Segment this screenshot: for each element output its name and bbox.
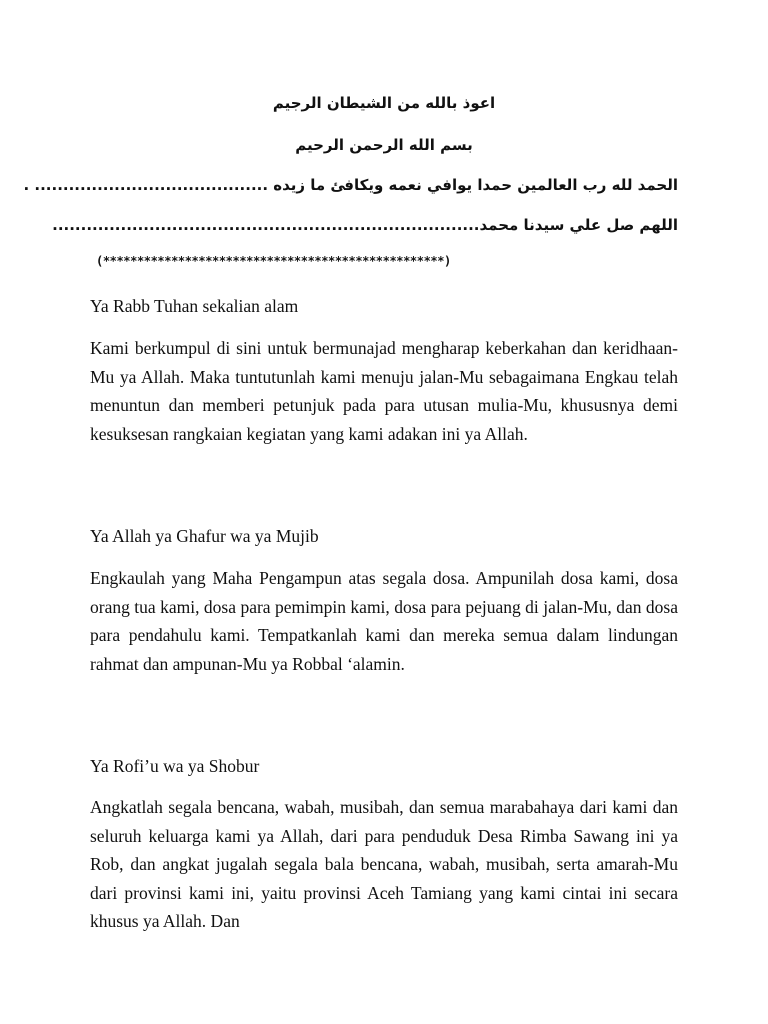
basmalah-line: بسم الله الرحمن الرحيم: [295, 136, 473, 154]
section-1-body: Kami berkumpul di sini untuk bermunajad mengharap keberkahan dan keridhaan-Mu ya Allah. Maka tuntutunlah kami menuju jalan-Mu sebagaimana Engkau telah menuntun dan memberi petunjuk pada para utusan mulia-Mu, khususnya demi kesuksesan rangkaian kegiatan yang kami adakan ini ya Allah.: [90, 338, 678, 444]
section-2-heading: Ya Allah ya Ghafur wa ya Mujib: [90, 526, 319, 546]
shalawat-line: اللهم صل علي سيدنا محمد...........................................................................: [52, 216, 678, 234]
hamdalah-line: الحمد لله رب العالمين حمدا يوافي نعمه ويكافئ ما زيده ......................................... .: [23, 176, 678, 194]
section-1-heading: Ya Rabb Tuhan sekalian alam: [90, 296, 299, 316]
taawudz-line: اعوذ بالله من الشيطان الرجيم: [272, 94, 496, 112]
section-2-body: Engkaulah yang Maha Pengampun atas segala dosa. Ampunilah dosa kami, dosa orang tua kami, dosa para pemimpin kami, dosa para pejuang di jalan-Mu, dan dosa para pendahulu kami. Tempatkanlah kami dan mereka semua dalam lindungan rahmat dan ampunan-Mu ya Robbal ‘alamin.: [90, 568, 678, 674]
section-3-body: Angkatlah segala bencana, wabah, musibah, dan semua marabahaya dari kami dan seluruh keluarga kami ya Allah, dari para penduduk Desa Rimba Sawang ini ya Rob, dan angkat jugalah segala bala bencana, wabah, musibah, serta amarah-Mu dari provinsi kami ini, yaitu provinsi Aceh Tamiang yang kami cintai ini secara khusus ya Allah. Dan: [90, 797, 678, 931]
section-3-heading: Ya Rofi’u wa ya Shobur: [90, 756, 260, 776]
separator-line: (**************************************************): [96, 254, 451, 268]
